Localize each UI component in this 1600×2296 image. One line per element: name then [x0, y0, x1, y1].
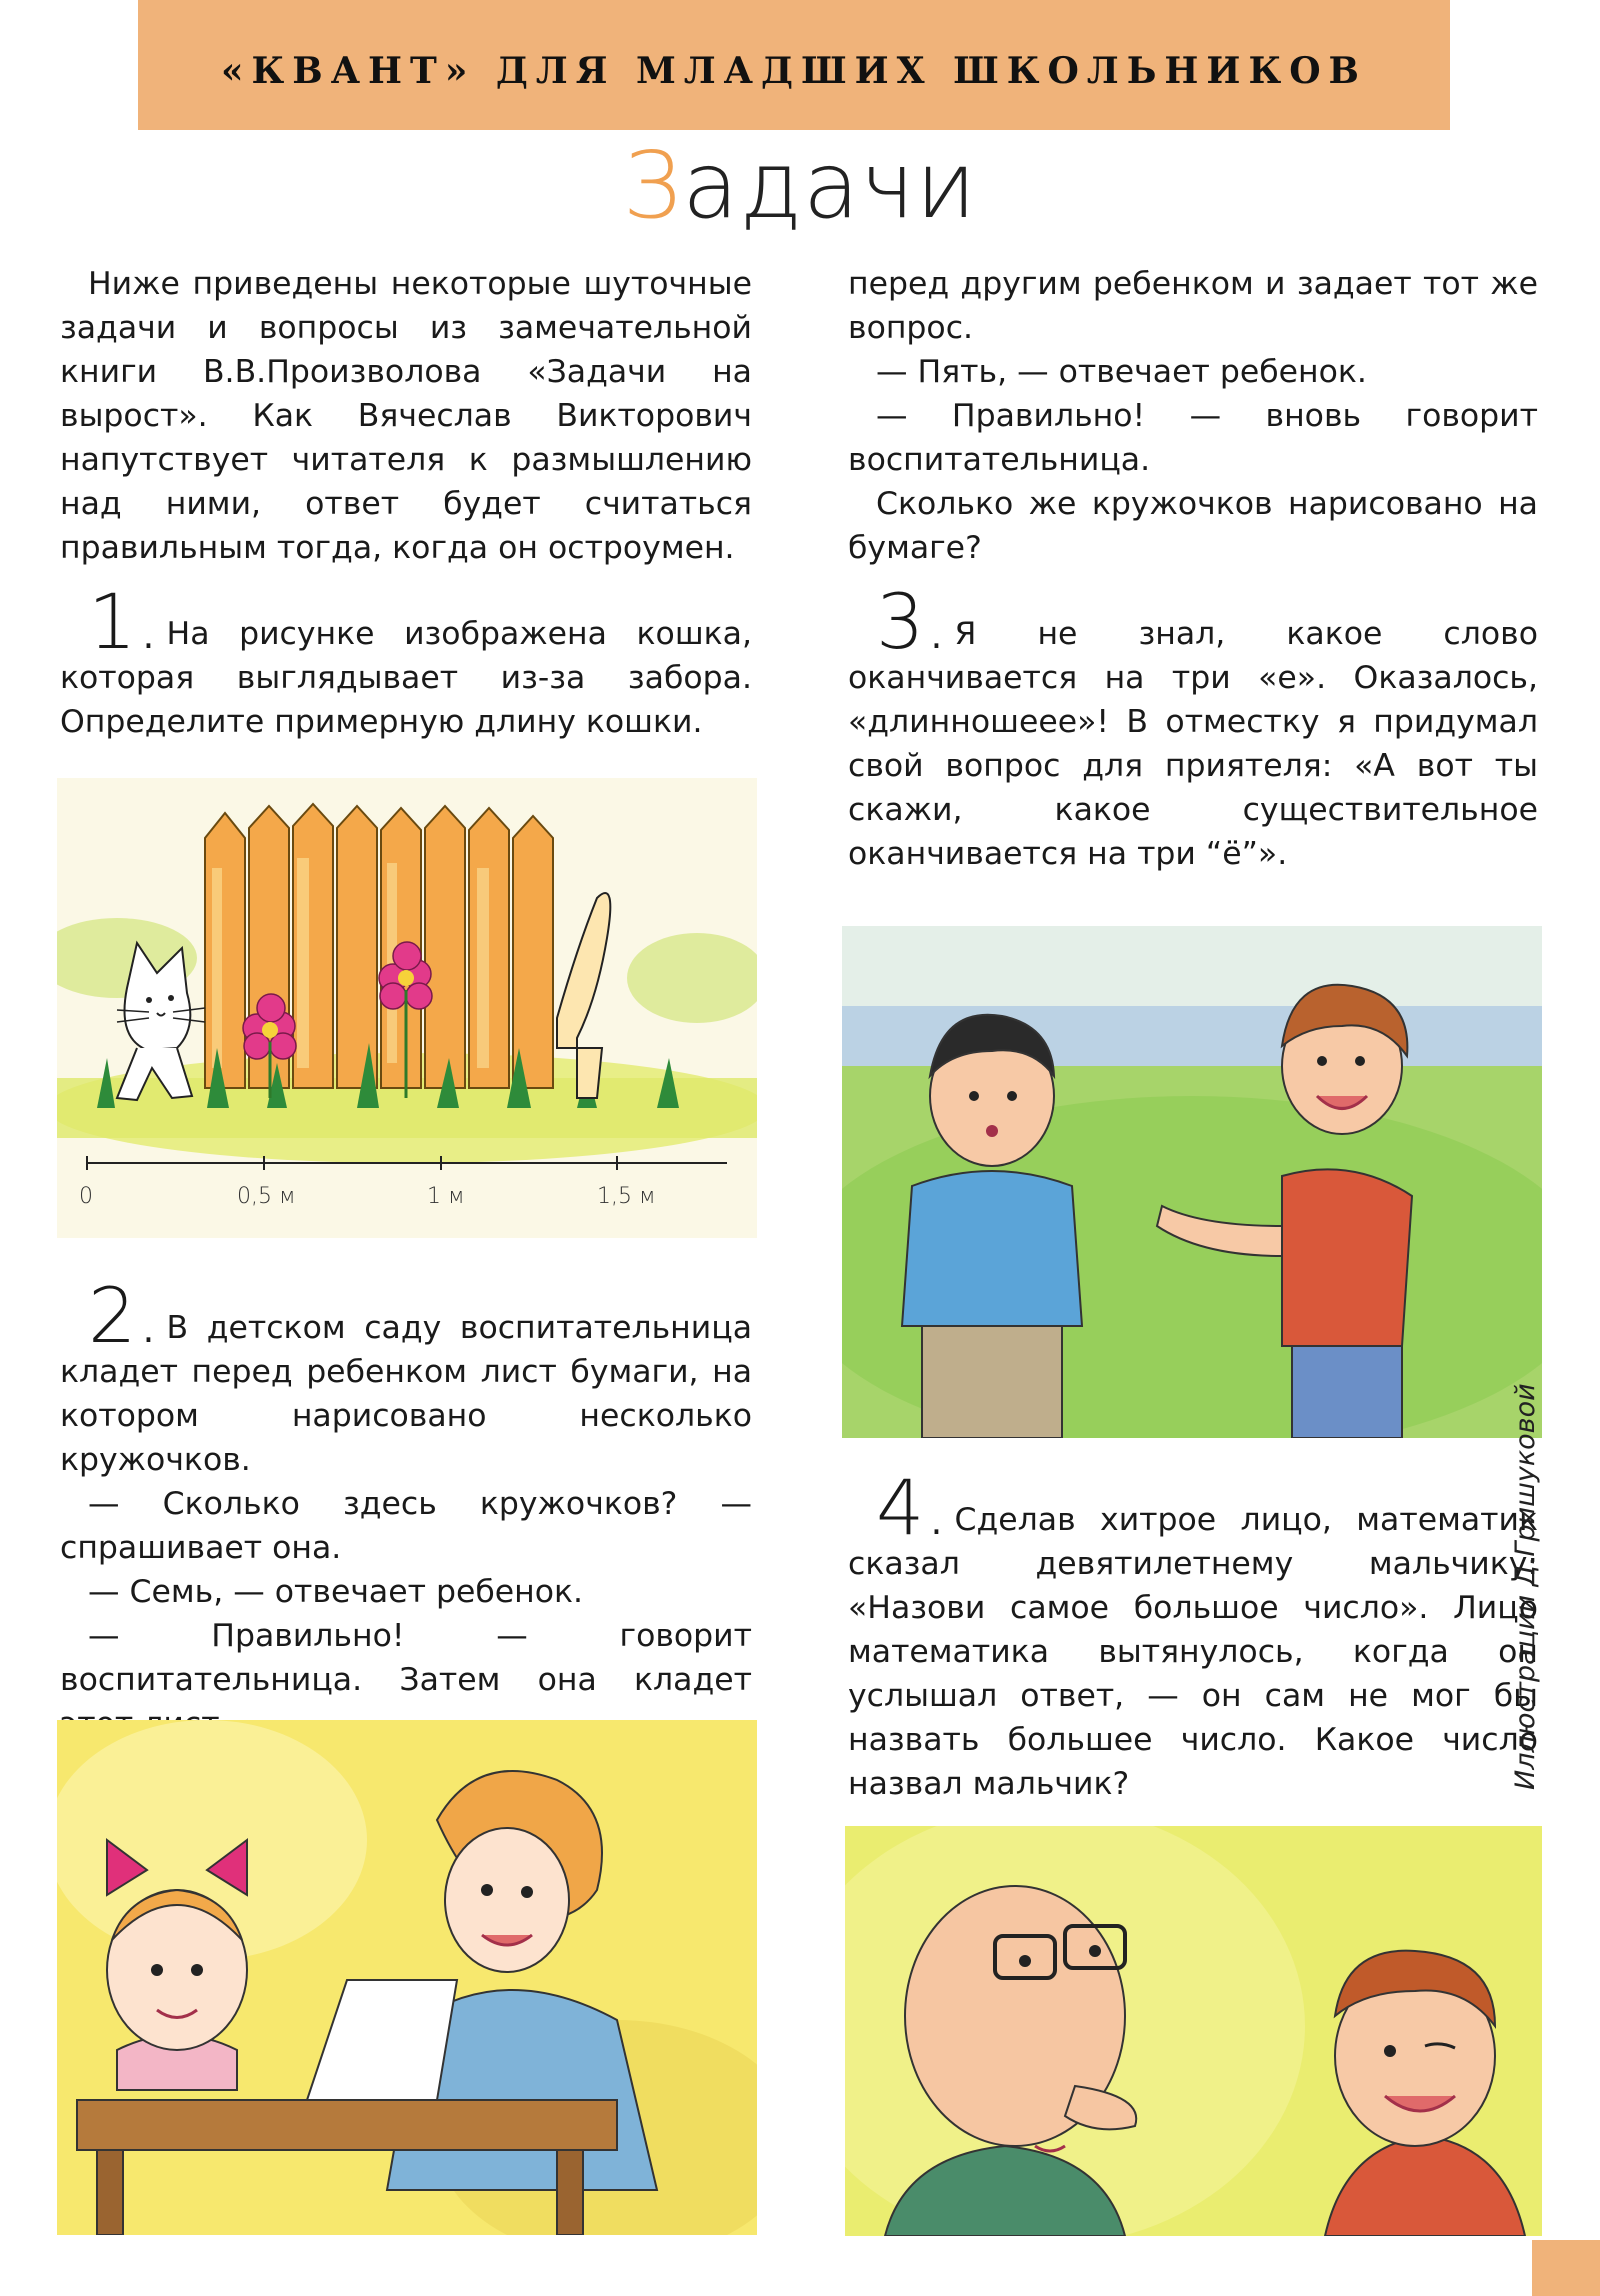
problem-4-text: Сделав хитрое лицо, математик сказал девятилетнему мальчику: «Назови самое большое число». Лицо математика вытянулось, когда он услышал ответ, — он сам не мог бы назвать большее число. Какое число назвал мальчик? [848, 1502, 1538, 1802]
problem-2-continued: перед другим ребенком и задает тот же вопрос. [848, 266, 1538, 346]
problem-2-text: В детском саду воспитательница кладет перед ребенком лист бумаги, на котором нарисовано несколько кружочков. [60, 1310, 752, 1478]
fence-cat-drawing [57, 778, 757, 1238]
illustration-mathematician-boy [845, 1826, 1542, 2236]
page-corner-tab [1532, 2240, 1600, 2296]
title-rest: адачи [682, 132, 978, 239]
left-column-top [60, 262, 752, 744]
problem-2-line-3: — Правильно! — говорит воспитательница. Затем она кладет [60, 1618, 752, 1698]
title-first-letter: З [622, 132, 683, 239]
problem-2-line-2: — Семь, — отвечает ребенок. [88, 1574, 584, 1610]
illustration-teacher-girl [57, 1720, 757, 2235]
page-title [0, 132, 1600, 239]
teacher-girl-drawing [57, 1720, 757, 2235]
problem-3-text: Я не знал, какое слово оканчивается на три «е». Оказалось, «длинношеее»! В отместку я придумал свой вопрос для приятеля: «А вот ты скажи, какое существительное оканчивается на три “ё”». [848, 616, 1538, 872]
intro-paragraph: Ниже приведены некоторые шуточные задачи и вопросы из замечательной книги В.В.Произволова «Задачи на вырост». Как Вячеслав Викторович напутствует читателя к размышлению над ними, ответ будет считаться правильным тогда, когда он остроумен. [60, 266, 752, 566]
problem-1-text: На рисунке изображена кошка, которая выглядывает из-за забора. Определите примерную длину кошки. [60, 616, 752, 740]
ruler-tick-1: 1 м [427, 1184, 465, 1209]
left-column-bottom [60, 1271, 752, 1746]
problem-1 [60, 577, 752, 744]
ruler-tick-1-5: 1,5 м [597, 1184, 656, 1209]
right-column-top [848, 262, 1538, 876]
problem-4 [848, 1463, 1538, 1806]
illustration-fence-cat [57, 778, 757, 1238]
problem-2-number: 2. [88, 1271, 161, 1360]
two-boys-drawing [842, 926, 1542, 1438]
illustration-two-boys [842, 926, 1542, 1438]
problem-3 [848, 577, 1538, 876]
problem-2-question: Сколько же кружочков нарисовано на бумаге? [848, 486, 1538, 566]
right-column-bottom [848, 1463, 1538, 1806]
header-band [138, 0, 1450, 130]
ruler-tick-0: 0 [79, 1184, 93, 1209]
problem-3-number: 3. [876, 577, 949, 666]
problem-2-line-5: — Правильно! — вновь говорит воспитательница. [848, 398, 1538, 478]
mathematician-boy-drawing [845, 1826, 1542, 2236]
problem-4-number: 4. [876, 1463, 949, 1552]
illustration-credit: Иллюстрации Д.Гришуковой [1510, 1383, 1541, 1790]
problem-1-number: 1. [88, 577, 161, 666]
problem-2-line-4: — Пять, — отвечает ребенок. [876, 354, 1367, 390]
problem-2-line-1: — Сколько здесь кружочков? — спрашивает она. [60, 1486, 752, 1566]
ruler-tick-half: 0,5 м [237, 1184, 296, 1209]
problem-2 [60, 1271, 752, 1482]
rubric-title: «КВАНТ» ДЛЯ МЛАДШИХ ШКОЛЬНИКОВ [221, 50, 1367, 92]
